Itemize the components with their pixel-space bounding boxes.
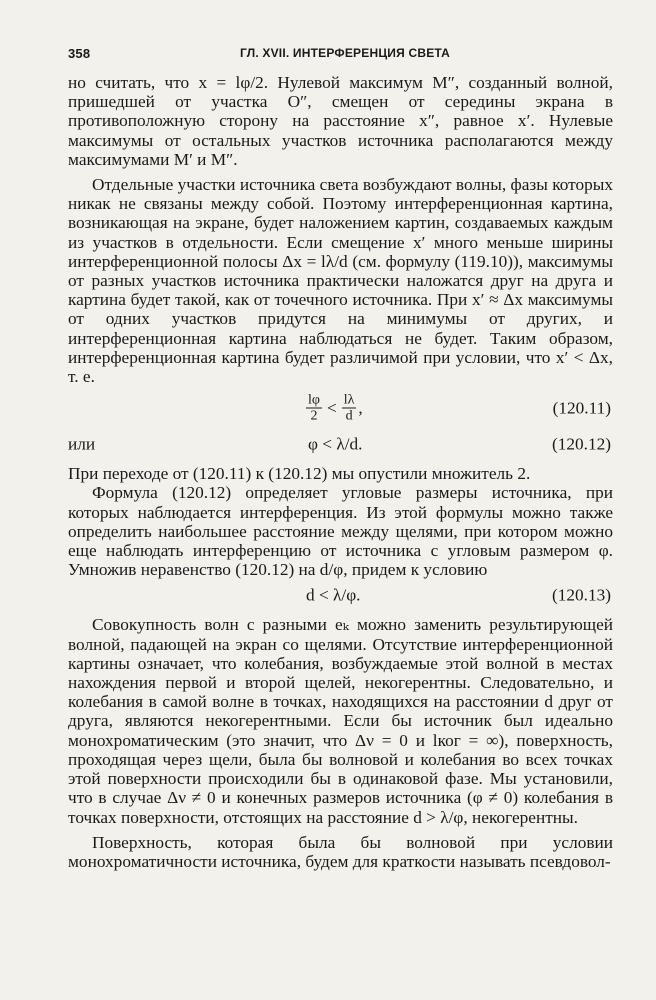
equation-lead-ili: или bbox=[68, 434, 96, 454]
less-than-sign: < bbox=[326, 398, 337, 418]
body-text bbox=[68, 73, 613, 871]
equation-number-120-13: (120.13) bbox=[551, 585, 611, 605]
fraction-rhs-denominator: d bbox=[345, 408, 353, 424]
paragraph-7: Поверхность, которая была бы волновой при условии монохроматичности источника, будем для краткости называть псевдовол- bbox=[68, 832, 613, 871]
page-number: 358 bbox=[68, 46, 91, 61]
running-head: ГЛ. XVII. ИНТЕРФЕРЕНЦИЯ СВЕТА bbox=[240, 46, 451, 60]
equation-number-120-11: (120.11) bbox=[552, 398, 611, 418]
equation-120-12 bbox=[68, 430, 613, 458]
fraction-lhs bbox=[306, 393, 322, 424]
fraction-rhs bbox=[342, 393, 357, 424]
equation-120-13 bbox=[68, 581, 613, 609]
fraction-lhs-numerator: lφ bbox=[308, 392, 320, 408]
paragraph-5: Формула (120.12) определяет угловые размеры источника, при которых наблюдается интерференция. Из этой формулы можно также определить наибольшее расстояние между щелями, при котором можно еще наблюдать интерференцию от источника с угловым размером φ. Умножив неравенство (120.12) на d/φ, придем к условию bbox=[68, 483, 613, 580]
fraction-lhs-denominator: 2 bbox=[310, 408, 318, 424]
equation-comma: , bbox=[358, 398, 363, 418]
fraction-rhs-numerator: lλ bbox=[343, 392, 355, 408]
equation-number-120-12: (120.12) bbox=[551, 434, 611, 454]
equation-120-12-body: φ < λ/d. bbox=[308, 434, 363, 454]
paragraph-4: При переходе от (120.11) к (120.12) мы опустили множитель 2. bbox=[68, 464, 531, 484]
equation-120-11 bbox=[68, 388, 613, 428]
paragraph-2: Отдельные участки источника света возбуждают волны, фазы которых никак не связаны между собой. Поэтому интерференционная картина, возникающая на экране, будет наложением картин, создаваемых каждым из участков в отдельности. Если смещение x′ много меньше ширины интерференционной полосы Δx = lλ/d (см. формулу (119.10)), максимумы от разных участков источника практически наложатся друг на друга и картина будет такой, как от точечного источника. При x′ ≈ Δx максимумы от одних участков придутся на минимумы от других, и интерференционная картина наблюдаться не будет. Таким образом, интерференционная картина будет различимой при условии, что x′ < Δx, т. е. bbox=[68, 175, 613, 387]
paragraph-6: Совокупность волн с разными eₖ можно заменить результирующей волной, падающей на экран со щелями. Отсутствие интерференционной картины означает, что колебания, возбуждаемые этой волной в местах нахождения первой и второй щелей, некогерентны. Следовательно, и колебания в самой волне в точках, находящихся на расстоянии d друг от друга, являются некогерентными. Если бы источник был идеально монохроматическим (это значит, что Δν = 0 и lког = ∞), поверхность, проходящая через щели, была бы волновой и колебания во всех точках этой поверхности происходили бы в одинаковой фазе. Мы установили, что в случае Δν ≠ 0 и конечных размеров источника (φ ≠ 0) колебания в точках поверхности, отстоящих на расстояние d > λ/φ, некогерентны. bbox=[68, 615, 613, 827]
equation-120-13-body: d < λ/φ. bbox=[306, 585, 361, 605]
equation-120-11-body bbox=[304, 393, 363, 424]
paragraph-1: но считать, что x = lφ/2. Нулевой максимум M″, созданный волной, пришедшей от участка O″, смещен от середины экрана в противоположную сторону на расстояние x″, равное x′. Нулевые максимумы от остальных участков источника располагаются между максимумами M′ и M″. bbox=[68, 73, 613, 169]
